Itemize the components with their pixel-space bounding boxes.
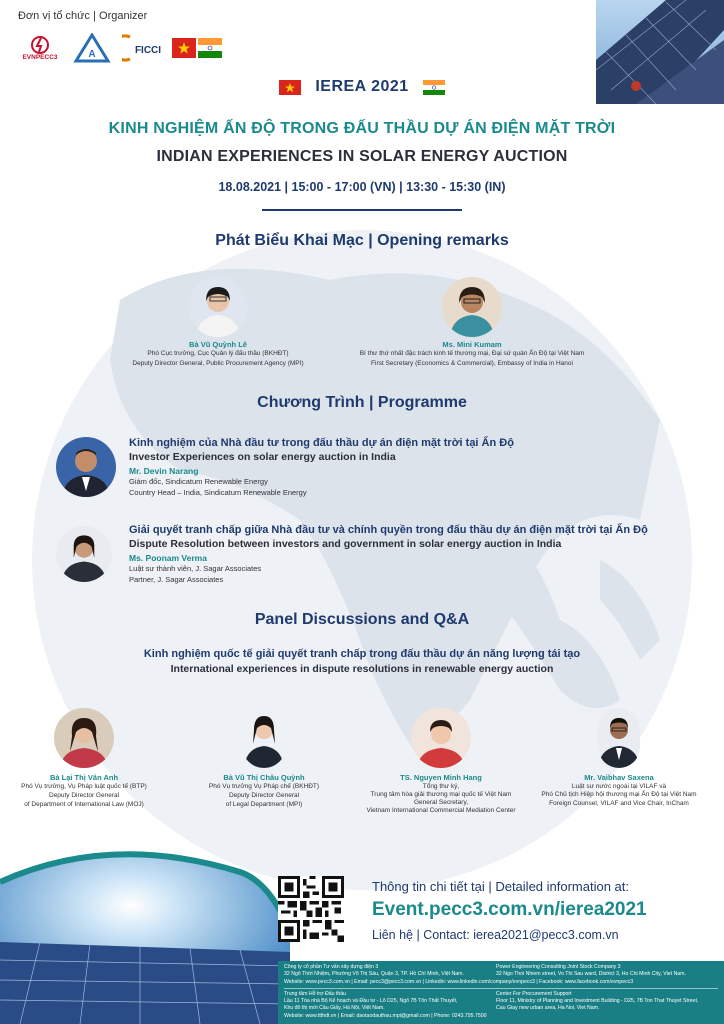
speaker-role-vn: Phó Cục trưởng, Cục Quản lý đấu thầu (BKHĐT) — [147, 350, 289, 357]
programme-speaker-name: Mr. Devin Narang — [129, 466, 199, 476]
panelist-line: General Secretary, — [413, 799, 469, 806]
programme-speaker-name: Ms. Poonam Verma — [129, 553, 207, 563]
footer-divider — [284, 988, 718, 989]
vietnam-india-flags-logo — [172, 33, 222, 63]
programme-speaker-role-en: Partner, J. Sagar Associates — [129, 575, 224, 584]
speaker-role-en: Deputy Director General, Public Procurement Agency (MPI) — [132, 360, 304, 367]
panel-topic-vn: Kinh nghiệm quốc tế giải quyết tranh chấp trong đấu thầu dự án năng lượng tái tạo — [143, 648, 581, 660]
event-name: IEREA 2021 — [315, 78, 409, 95]
avatar — [598, 708, 640, 768]
footer-line: Center For Procurement Support — [496, 991, 572, 997]
panelist-line: Vietnam International Commercial Mediation Center — [366, 807, 516, 814]
footer-line: Website: www.pecc3.com.vn | Email: pecc3@pecc3.com.vn | Linkedin: www.linkedin.com/company/evnpecc3 | Facebook: www.facebook.com/evnpecc3 — [284, 979, 634, 985]
avatar — [56, 437, 116, 497]
vietnam-flag-icon — [279, 80, 301, 95]
panelist-name: TS. Nguyen Minh Hang — [400, 773, 482, 782]
opening-heading: Phát Biểu Khai Mạc | Opening remarks — [215, 232, 509, 249]
panelist-name: Bà Lại Thị Vân Anh — [49, 773, 119, 782]
panelist-line: Deputy Director General — [48, 792, 120, 799]
programme-item-title-vn: Kinh nghiệm của Nhà đầu tư trong đấu thầu dự án điện mặt trời tại Ấn Độ — [129, 437, 514, 449]
programme-item-title-vn: Giải quyết tranh chấp giữa Nhà đầu tư và chính quyền trong đấu thầu dự án điện mặt trời tại Ấn Độ — [129, 524, 648, 536]
footer-line: Website: www.ttthdt.vn | Email: daotaodauthau.mpi@gmail.com | Phone: 0243.795.7500 — [284, 1013, 487, 1019]
contact-email-link[interactable]: Liên hệ | Contact: ierea2021@pecc3.com.vn — [372, 928, 619, 942]
procurement-agency-logo — [72, 33, 112, 63]
title-vietnamese: KINH NGHIỆM ẤN ĐỘ TRONG ĐẤU THẦU DỰ ÁN ĐIỆN MẶT TRỜI — [108, 120, 616, 137]
svg-text:A: A — [88, 49, 96, 60]
avatar — [442, 277, 502, 337]
evnpecc3-logo: EVNPECC3 — [16, 33, 64, 63]
panelist-line: Phó Vụ trưởng, Vụ Pháp luật quốc tế (BTP) — [21, 783, 147, 790]
programme-speaker-role-en: Country Head – India, Sindicatum Renewable Energy — [129, 488, 307, 497]
programme-speaker-role-vn: Luật sư thành viên, J. Sagar Associates — [129, 564, 262, 573]
panelist-line: Foreign Counsel, VILAF and Vice Chair, InCham — [549, 800, 689, 807]
avatar — [188, 277, 248, 337]
panelist-name: Bà Vũ Thị Châu Quỳnh — [223, 773, 305, 782]
footer-line: Power Engineering Consulting Joint Stock Company 3 — [496, 964, 621, 970]
event-date-time: 18.08.2021 | 15:00 - 17:00 (VN) | 13:30 - 15:30 (IN) — [218, 180, 506, 194]
india-flag-icon — [423, 80, 445, 95]
event-title-row — [0, 78, 724, 96]
programme-item-title-en: Dispute Resolution between investors and government in solar energy auction in India — [129, 538, 562, 550]
organizer-label: Đơn vị tổ chức | Organizer — [18, 10, 148, 22]
panelist-name: Mr. Vaibhav Saxena — [584, 773, 654, 782]
footer-line: Trung tâm Hỗ trợ Đấu thầu — [284, 991, 347, 997]
info-label: Thông tin chi tiết tại | Detailed information at: — [372, 879, 630, 894]
event-url-link[interactable]: Event.pecc3.com.vn/ierea2021 — [372, 899, 647, 920]
ficci-logo — [122, 33, 168, 63]
footer-line: 32 Ngo Thoi Nhiem street, Vo Thi Sau ward, District 3, Ho Chi Minh City, Viet Nam. — [496, 971, 686, 977]
panelist-line: Deputy Director General — [228, 792, 300, 799]
panel-topic-en: International experiences in dispute resolutions in renewable energy auction — [170, 663, 554, 675]
panel-heading: Panel Discussions and Q&A — [254, 611, 470, 628]
panelist-line: Tổng thư ký, — [422, 783, 460, 790]
speaker-name: Ms. Mini Kumam — [442, 340, 502, 349]
programme-heading: Chương Trình | Programme — [257, 394, 467, 411]
speaker-role-en: First Secretary (Economics & Commercial), Embassy of India in Hanoi — [371, 360, 573, 367]
footer — [278, 961, 724, 1024]
svg-text:FICCI: FICCI — [134, 45, 162, 56]
panelist-line: of Legal Department (MPI) — [225, 801, 303, 808]
title-english: INDIAN EXPERIENCES IN SOLAR ENERGY AUCTION — [156, 148, 568, 165]
speaker-name: Bà Vũ Quỳnh Lê — [189, 340, 247, 349]
programme-item-title-en: Investor Experiences on solar energy auction in India — [129, 451, 396, 463]
panelist-line: Luật sư nước ngoài tại VILAF và — [571, 783, 667, 790]
panelist-line: of Department of International Law (MOJ) — [24, 801, 144, 808]
footer-line: Lầu 11 Tòa nhà Bộ Kế hoạch và Đầu tư - Lô D25, Ngõ 7B Tôn Thất Thuyết, — [284, 998, 458, 1004]
programme-speaker-role-vn: Giám đốc, Sindicatum Renewable Energy — [129, 477, 268, 486]
evn-logo-icon — [30, 36, 50, 54]
panelist-line: Phó Vụ trưởng Vụ Pháp chế (BKHĐT) — [208, 783, 320, 790]
avatar — [56, 526, 112, 582]
qr-code[interactable] — [278, 876, 344, 942]
footer-line: Công ty cổ phần Tư vấn xây dựng điện 3 — [284, 964, 379, 970]
footer-line: 32 Ngô Thời Nhiệm, Phường Võ Thị Sáu, Quận 3, TP. Hồ Chí Minh, Việt Nam. — [284, 971, 464, 977]
footer-line: Cau Giay new urban area, Ha Noi, Viet Nam. — [496, 1005, 600, 1011]
speaker-role-vn: Bí thư thứ nhất đặc trách kinh tế thương mại, Đại sứ quán Ấn Độ tại Việt Nam — [359, 350, 585, 357]
avatar — [242, 708, 286, 768]
title-divider — [262, 209, 462, 211]
footer-line: Khu đô thị mới Cầu Giấy, Hà Nội, Việt Nam. — [284, 1005, 385, 1011]
solar-panel-photo-bottom — [0, 842, 290, 1024]
footer-line: Floor 11, Ministry of Planning and Investment Building - D25, 7B Ton That Thuyet Street, — [496, 998, 699, 1004]
panelist-line: Trung tâm hòa giải thương mại quốc tế Việt Nam — [370, 791, 512, 798]
panelist-line: Phó Chủ tịch Hiệp hội thương mại Ấn Độ tại Việt Nam — [541, 791, 697, 798]
avatar — [411, 708, 471, 768]
avatar — [54, 708, 114, 768]
